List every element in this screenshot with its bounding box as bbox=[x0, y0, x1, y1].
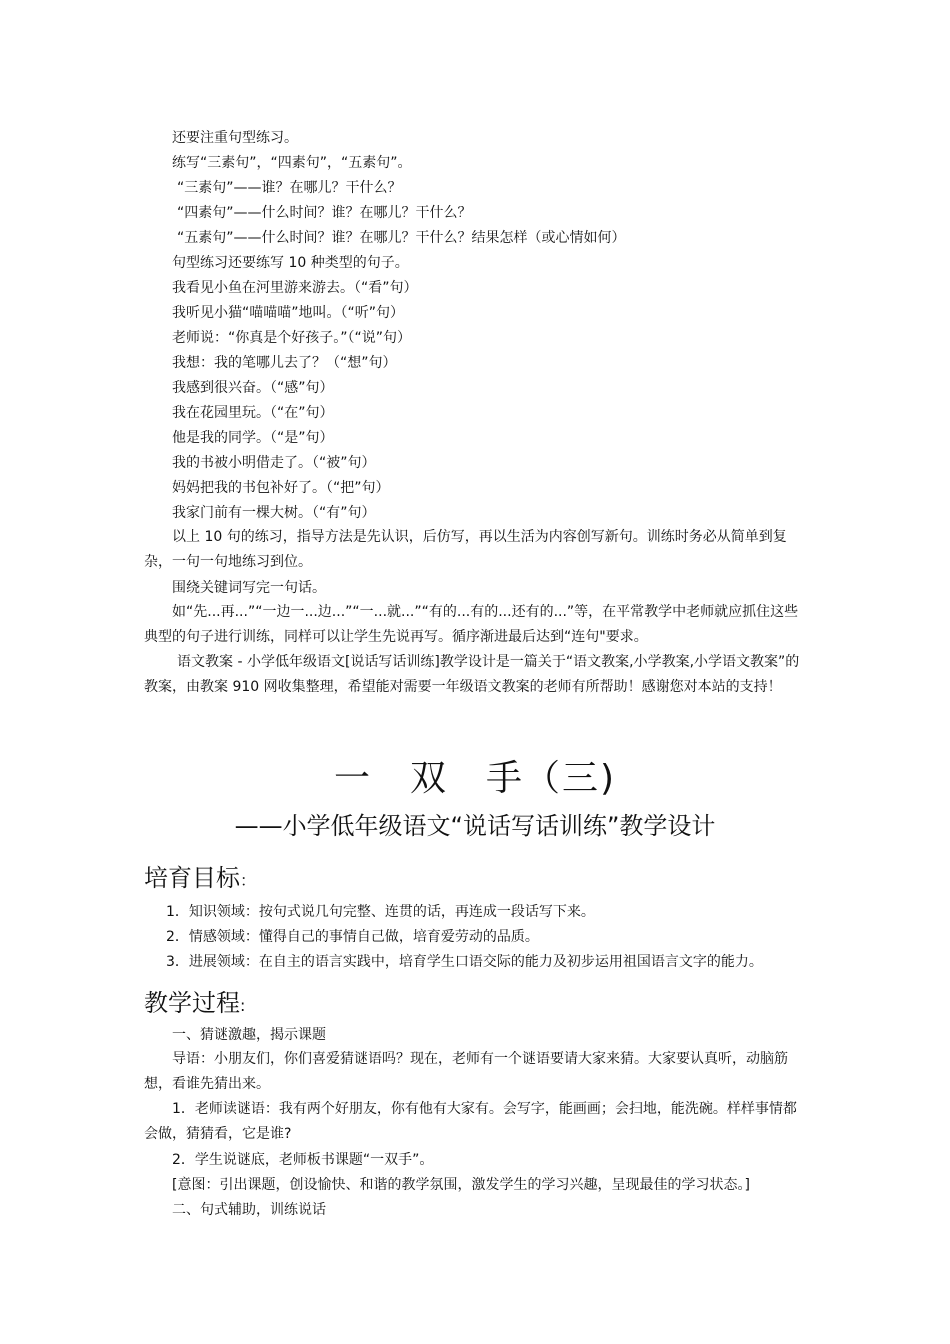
text-line: 练写“三素句”，“四素句”，“五素句”。 bbox=[172, 155, 412, 171]
step-item: 2．学生说谜底，老师板书课题“一双手”。 bbox=[172, 1152, 434, 1168]
step-item: 1．老师读谜语：我有两个好朋友，你有他有大家有。会写字，能画画；会扫地，能洗碗。样样事情都会做，猜猜看，它是谁? bbox=[144, 1101, 797, 1142]
paragraph-source-note: 语文教案 - 小学低年级语文[说话写话训练]教学设计是一篇关于“语文教案,小学教案,小学语文教案”的教案，由教案 910 网收集整理，希望能对需要一年级语文教案的老师有所帮助！感谢您对本站的支持！ bbox=[144, 654, 800, 695]
paragraph-keywords: 如“先...再...”“一边一...边...”“一...就...”“有的...有的...还有的...”等，在平常教学中老师就应抓住这些典型的句子进行训练，同样可以让学生先说再写。循序渐进最后达到“连句"要求。 bbox=[144, 604, 799, 645]
step-intro: 导语：小朋友们，你们喜爱猜谜语吗？现在，老师有一个谜语要请大家来猜。大家要认真听，动脑筋想，看谁先猜出来。 bbox=[144, 1051, 788, 1092]
text-line: 围绕关键词写完一句话。 bbox=[172, 580, 326, 596]
goals-heading bbox=[144, 858, 256, 893]
example-sentence: 我在花园里玩。（“在”句） bbox=[172, 405, 334, 421]
goals-heading-colon: ： bbox=[240, 871, 257, 890]
paragraph-practice-method: 以上 10 句的练习，指导方法是先认识，后仿写，再以生活为内容创写新句。训练时务必从简单到复杂，一句一句地练习到位。 bbox=[144, 529, 787, 570]
process-heading-colon: : bbox=[240, 996, 246, 1015]
example-sentence: 他是我的同学。（“是”句） bbox=[172, 430, 334, 446]
lesson-title: 一 双 手（三) bbox=[333, 758, 617, 799]
text-line: 还要注重句型练习。 bbox=[172, 130, 298, 146]
example-sentence: 我听见小猫“喵喵喵”地叫。（“听”句） bbox=[172, 305, 405, 321]
step-title: 二、句式辅助，训练说话 bbox=[172, 1202, 326, 1218]
text-line: “五素句”——什么时间？谁？在哪儿？干什么？结果怎样（或心情如何） bbox=[177, 230, 626, 246]
example-sentence: 妈妈把我的书包补好了。（“把”句） bbox=[172, 480, 390, 496]
example-sentence: 我的书被小明借走了。（“被”句） bbox=[172, 455, 376, 471]
step-title: 一、猜谜激趣，揭示课题 bbox=[172, 1027, 326, 1043]
example-sentence: 我感到很兴奋。（“感”句） bbox=[172, 380, 334, 396]
goal-item: 3．进展领域：在自主的语言实践中，培育学生口语交际的能力及初步运用祖国语言文字的能力。 bbox=[166, 954, 763, 970]
process-heading bbox=[144, 983, 245, 1018]
goal-item: 1．知识领域：按句式说几句完整、连贯的话，再连成一段话写下来。 bbox=[166, 904, 595, 920]
process-heading-text: 教学过程 bbox=[144, 989, 240, 1017]
goals-heading-text: 培育目标 bbox=[144, 864, 240, 892]
example-sentence: 我想：我的笔哪儿去了？（“想”句） bbox=[172, 355, 397, 371]
step-intent: [意图：引出课题，创设愉快、和谐的教学氛围，激发学生的学习兴趣，呈现最佳的学习状态。] bbox=[172, 1177, 750, 1193]
text-line: “三素句”——谁？在哪儿？干什么？ bbox=[177, 180, 402, 196]
lesson-subtitle: ——小学低年级语文“说话写话训练”教学设计 bbox=[234, 812, 716, 840]
text-line: 句型练习还要练写 10 种类型的句子。 bbox=[172, 255, 409, 271]
goal-item: 2．情感领域：懂得自己的事情自己做，培育爱劳动的品质。 bbox=[166, 929, 539, 945]
example-sentence: 老师说：“你真是个好孩子。”（“说”句） bbox=[172, 330, 412, 346]
example-sentence: 我看见小鱼在河里游来游去。（“看”句） bbox=[172, 280, 418, 296]
example-sentence: 我家门前有一棵大树。（“有”句） bbox=[172, 505, 376, 521]
text-line: “四素句”——什么时间？谁？在哪儿？干什么？ bbox=[177, 205, 472, 221]
